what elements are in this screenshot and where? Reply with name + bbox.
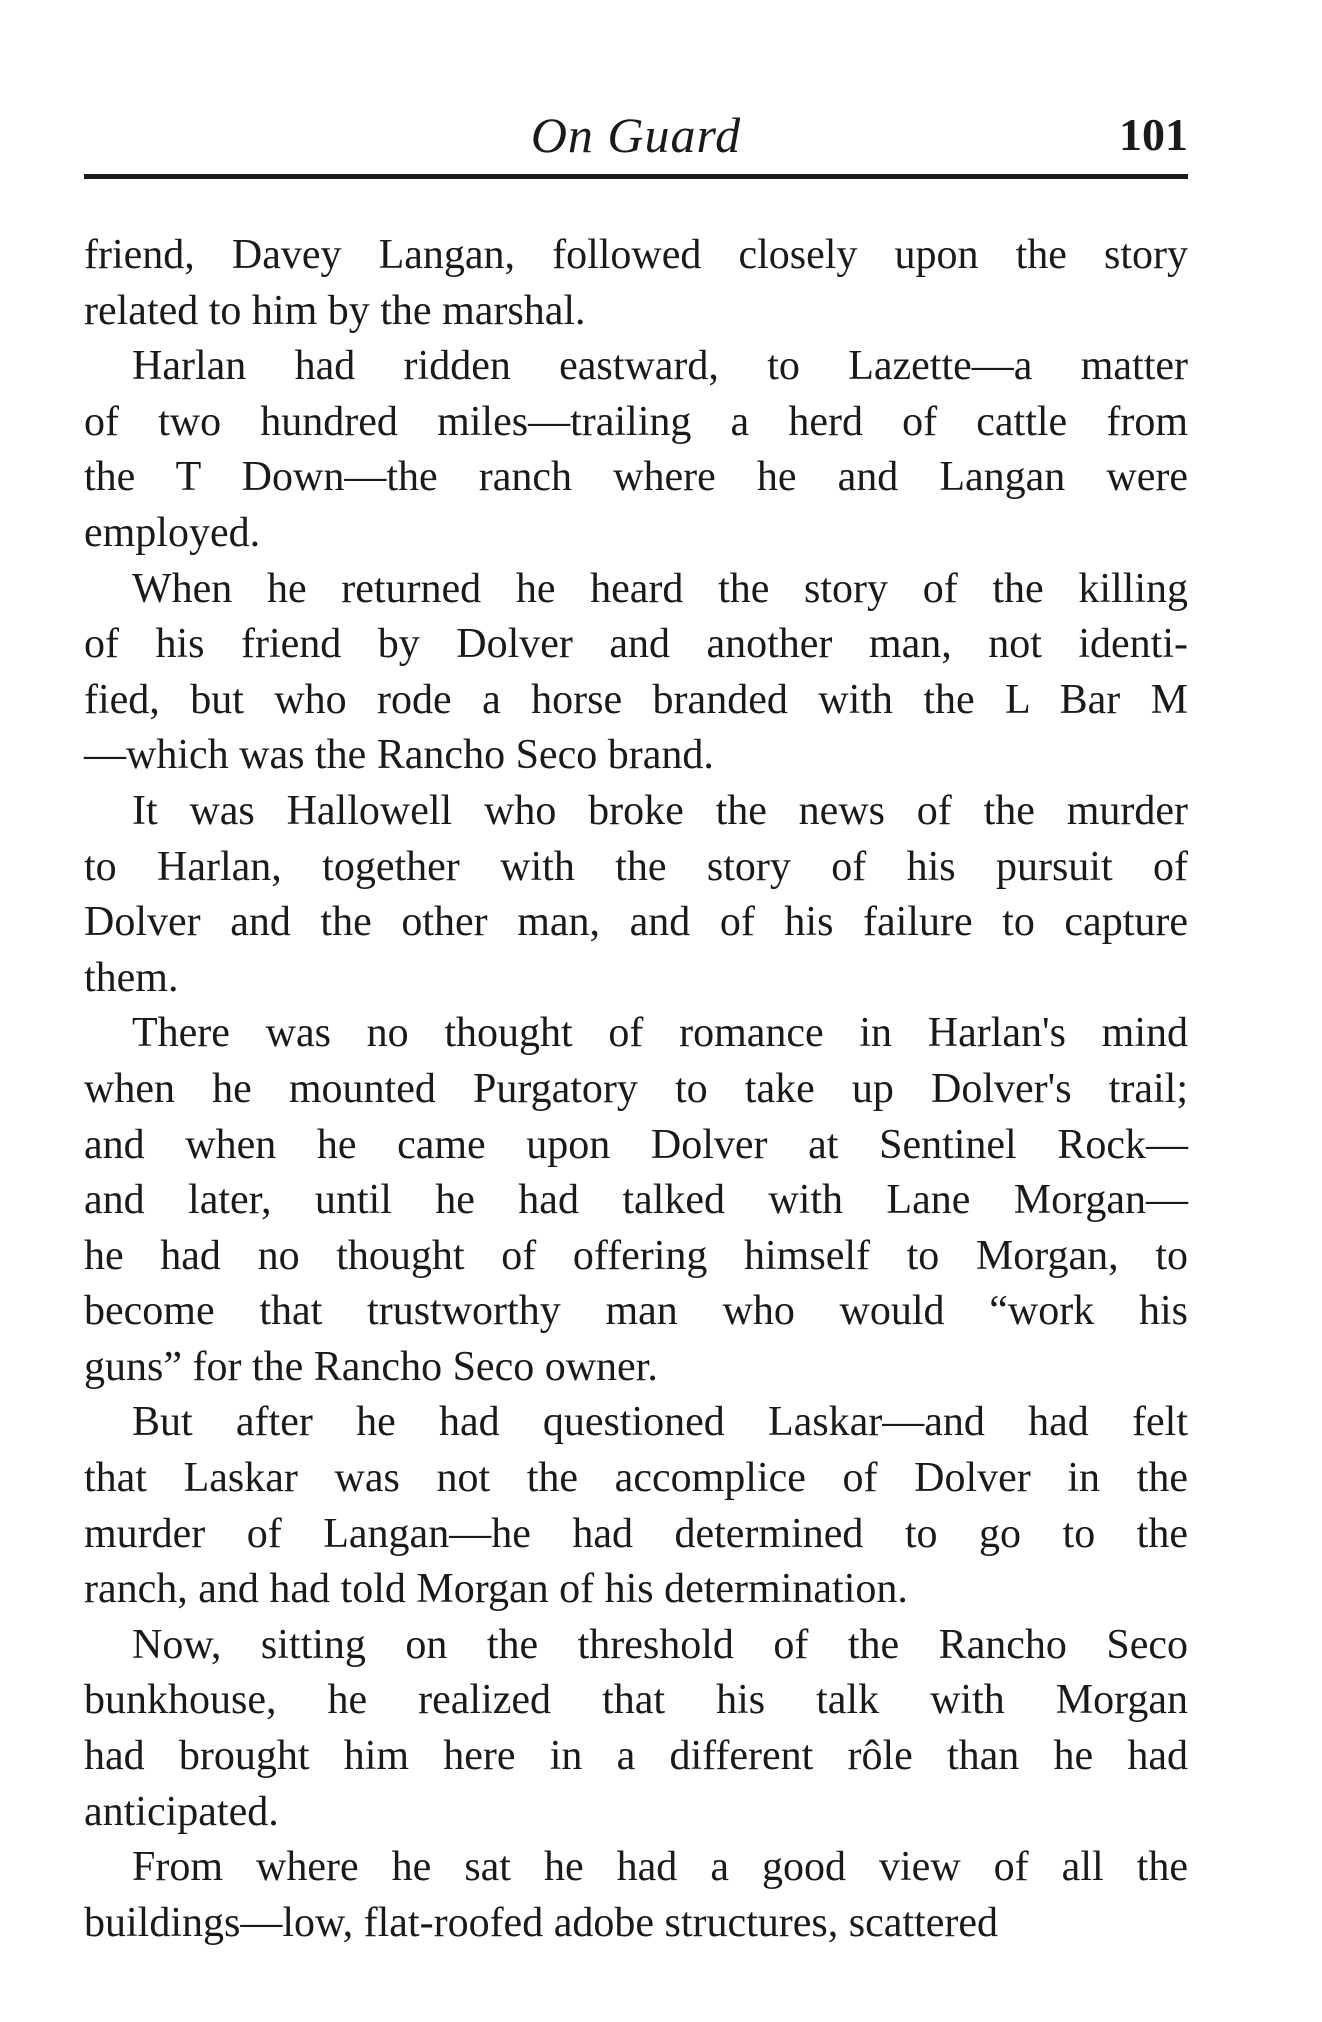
text-line: Harlan had ridden eastward, to Lazette—a matter	[132, 343, 1188, 390]
text-line: and later, until he had talked with Lane Morgan—	[84, 1177, 1188, 1224]
text-line: when he mounted Purgatory to take up Dolver's trail;	[84, 1065, 1188, 1112]
text-line: guns” for the Rancho Seco owner.	[84, 1343, 658, 1390]
text-line: But after he had questioned Laskar—and had felt	[132, 1399, 1188, 1446]
text-line: them.	[84, 954, 179, 1001]
text-line: When he returned he heard the story of the killing	[132, 565, 1188, 612]
text-line: to Harlan, together with the story of his pursuit of	[84, 843, 1188, 890]
text-line: There was no thought of romance in Harlan's mind	[132, 1010, 1188, 1057]
text-line: Dolver and the other man, and of his failure to capture	[84, 899, 1188, 946]
text-line: —which was the Rancho Seco brand.	[84, 732, 714, 779]
paragraph	[84, 784, 1188, 1006]
paragraph	[84, 1006, 1188, 1395]
paragraph	[84, 228, 1188, 339]
text-line: bunkhouse, he realized that his talk with Morgan	[84, 1677, 1188, 1724]
text-line: the T Down—the ranch where he and Langan were	[84, 454, 1188, 501]
text-line: ranch, and had told Morgan of his determination.	[84, 1566, 908, 1613]
paragraph	[84, 1395, 1188, 1617]
text-line: murder of Langan—he had determined to go to the	[84, 1510, 1188, 1557]
paragraph	[84, 339, 1188, 561]
text-line: had brought him here in a different rôle than he had	[84, 1733, 1188, 1780]
page-number: 101	[1119, 109, 1188, 160]
header-rule	[84, 174, 1188, 179]
text-line: of his friend by Dolver and another man, not identi-	[84, 621, 1188, 668]
text-line: of two hundred miles—trailing a herd of cattle from	[84, 398, 1188, 445]
paragraph	[84, 1840, 1188, 1951]
text-line: he had no thought of offering himself to Morgan, to	[84, 1232, 1188, 1279]
text-line: employed.	[84, 509, 261, 556]
text-line: become that trustworthy man who would “work his	[84, 1288, 1188, 1335]
body-text	[84, 228, 1188, 1951]
text-line: buildings—low, flat-roofed adobe structures, scattered	[84, 1899, 998, 1946]
running-title: On Guard	[530, 107, 742, 163]
text-line: fied, but who rode a horse branded with the L Bar M	[84, 676, 1188, 723]
text-line: It was Hallowell who broke the news of the murder	[132, 787, 1188, 834]
running-head	[84, 100, 1188, 170]
text-line: Now, sitting on the threshold of the Rancho Seco	[132, 1621, 1188, 1668]
text-line: friend, Davey Langan, followed closely upon the story	[84, 232, 1188, 278]
paragraph	[84, 1618, 1188, 1840]
text-line: and when he came upon Dolver at Sentinel Rock—	[84, 1121, 1188, 1168]
text-line: related to him by the marshal.	[84, 287, 586, 334]
text-line: that Laskar was not the accomplice of Dolver in the	[84, 1455, 1188, 1502]
text-line: From where he sat he had a good view of all the	[132, 1844, 1188, 1891]
text-line: anticipated.	[84, 1788, 279, 1835]
paragraph	[84, 562, 1188, 784]
